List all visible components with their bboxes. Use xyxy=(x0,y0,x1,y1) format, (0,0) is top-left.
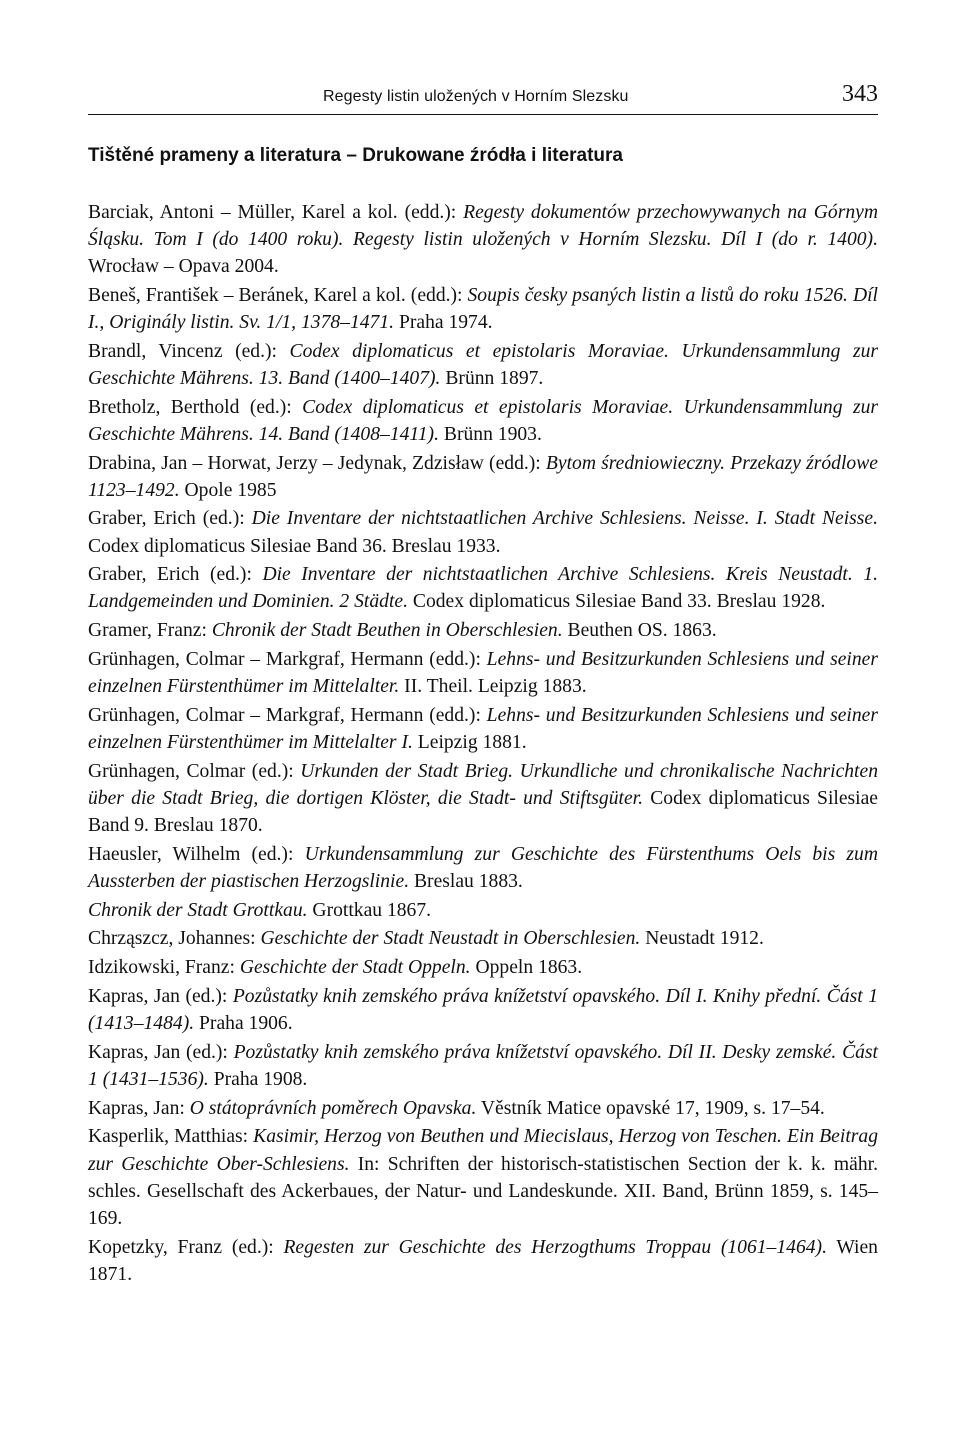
bibliography-entry xyxy=(88,758,878,839)
entry-text: Beuthen OS. 1863. xyxy=(562,620,717,642)
entry-title: Codex diplomaticus et epistolaris Moraviae. Urkundensammlung zur Geschichte Mährens. 14. Band (1408–1411). xyxy=(88,396,878,445)
bibliography-entry xyxy=(88,1234,878,1288)
entry-text: Graber, Erich (ed.): xyxy=(88,508,252,530)
entry-title: Bytom średniowieczny. Przekazy źródlowe 1123–1492. xyxy=(88,452,878,501)
entry-text: Codex diplomaticus Silesiae Band 9. Breslau 1870. xyxy=(88,787,878,836)
bibliography-entry xyxy=(88,450,878,504)
entry-text: In: Schriften der historisch-statistischen Section der k. k. mähr. schles. Gesellschaft des Ackerbaues, der Natur- und Landeskunde. XII. Band, Brünn 1859, s. 145–169. xyxy=(88,1153,878,1229)
entry-title: Regesten zur Geschichte des Herzogthums Troppau (1061–1464). xyxy=(283,1236,827,1258)
entry-title: Pozůstatky knih zemského práva knížetství opavského. Díl II. Desky zemské. Část 1 (1431–1536). xyxy=(88,1041,878,1090)
entry-title: Geschichte der Stadt Neustadt in Oberschlesien. xyxy=(260,928,641,950)
entry-text: Neustadt 1912. xyxy=(640,928,764,950)
entry-text: Bretholz, Berthold (ed.): xyxy=(88,396,303,418)
bibliography-entry xyxy=(88,282,878,336)
bibliography-entry xyxy=(88,505,878,559)
section-heading: Tištěné prameny a literatura – Drukowane źródła i literatura xyxy=(88,145,623,166)
entry-text: Haeusler, Wilhelm (ed.): xyxy=(88,843,305,865)
entry-title: Chronik der Stadt Beuthen in Oberschlesien. xyxy=(211,620,563,642)
entry-title: Urkunden der Stadt Brieg. Urkundliche und chronikalische Nachrichten über die Stadt Brieg, die dortigen Klöster, die Stadt- und Stiftsgüter. xyxy=(88,760,878,809)
entry-title: Codex diplomaticus et epistolaris Moraviae. Urkundensammlung zur Geschichte Mährens. 13. Band (1400–1407). xyxy=(88,340,878,389)
bibliography-entry xyxy=(88,199,878,280)
running-title: Regesty listin uložených v Horním Slezsku xyxy=(323,88,629,105)
entry-text: Kapras, Jan (ed.): xyxy=(88,985,233,1007)
bibliography-entry xyxy=(88,1123,878,1231)
entry-title: Regesty dokumentów przechowywanych na Górnym Śląsku. Tom I (do 1400 roku). Regesty listin uložených v Horním Slezsku. Díl I (do r. 1400). xyxy=(88,202,878,251)
bibliography-entry xyxy=(88,617,878,644)
entry-title: Soupis česky psaných listin a listů do roku 1526. Díl I., Originály listin. Sv. 1/1, 1378–1471. xyxy=(88,284,878,334)
entry-text: Breslau 1883. xyxy=(409,870,523,892)
entry-text: Leipzig 1881. xyxy=(412,731,527,753)
entry-text: Brünn 1903. xyxy=(438,423,542,445)
bibliography-entry xyxy=(88,702,878,756)
entry-title: Chronik der Stadt Grottkau. xyxy=(88,899,308,921)
entry-text: Brandl, Vincenz (ed.): xyxy=(88,340,290,362)
entry-text: Wrocław – Opava 2004. xyxy=(88,256,279,278)
entry-text: Praha 1908. xyxy=(208,1068,308,1090)
page-header xyxy=(88,80,878,115)
bibliography-entry xyxy=(88,394,878,448)
bibliography-entry xyxy=(88,897,878,924)
entry-title: Lehns- und Besitzurkunden Schlesiens und seiner einzelnen Fürstenthümer im Mittelalter I. xyxy=(88,704,878,753)
entry-title: Lehns- und Besitzurkunden Schlesiens und seiner einzelnen Fürstenthümer im Mittelalter. xyxy=(88,649,878,698)
entry-text: Brünn 1897. xyxy=(440,367,544,389)
entry-text: Idzikowski, Franz: xyxy=(88,957,240,979)
entry-text: Grünhagen, Colmar – Markgraf, Hermann (edd.): xyxy=(88,649,487,670)
entry-title: Die Inventare der nichtstaatlichen Archive Schlesiens. Kreis Neustadt. 1. Landgemeinden und Dominien. 2 Städte. xyxy=(88,564,878,613)
entry-text: Praha 1974. xyxy=(394,312,493,334)
entry-title: Pozůstatky knih zemského práva knížetství opavského. Díl I. Knihy přední. Část 1 (1413–1484). xyxy=(88,985,878,1035)
entry-text: Praha 1906. xyxy=(194,1013,293,1035)
bibliography-entry xyxy=(88,1095,878,1122)
entry-text: Gramer, Franz: xyxy=(88,620,212,642)
entry-text: Drabina, Jan – Horwat, Jerzy – Jedynak, Zdzisław (edd.): xyxy=(88,452,546,474)
bibliography-list xyxy=(88,199,878,1289)
bibliography-entry xyxy=(88,338,878,392)
entry-text: Grottkau 1867. xyxy=(307,899,432,921)
entry-text: Oppeln 1863. xyxy=(470,957,583,979)
entry-text: II. Theil. Leipzig 1883. xyxy=(399,676,587,698)
entry-text: Barciak, Antoni – Müller, Karel a kol. (edd.): xyxy=(88,202,464,223)
bibliography-entry xyxy=(88,983,878,1037)
entry-title: Die Inventare der nichtstaatlichen Archive Schlesiens. Neisse. I. Stadt Neisse. xyxy=(251,508,878,530)
entry-text: Codex diplomaticus Silesiae Band 33. Breslau 1928. xyxy=(408,591,826,613)
entry-text: Beneš, František – Beránek, Karel a kol. (edd.): xyxy=(88,284,468,306)
bibliography-entry xyxy=(88,561,878,615)
entry-title: Kasimir, Herzog von Beuthen und Miecislaus, Herzog von Teschen. Ein Beitrag zur Geschichte Ober-Schlesiens. xyxy=(88,1126,878,1175)
entry-text: Opole 1985 xyxy=(179,479,277,501)
bibliography-entry xyxy=(88,954,878,981)
entry-text: Kapras, Jan (ed.): xyxy=(88,1041,234,1063)
bibliography-entry xyxy=(88,646,878,700)
bibliography-entry xyxy=(88,925,878,952)
entry-title: Urkundensammlung zur Geschichte des Fürstenthums Oels bis zum Aussterben der piastischen Herzogslinie. xyxy=(88,843,878,892)
bibliography-entry xyxy=(88,1039,878,1093)
page-number: 343 xyxy=(842,81,878,107)
entry-text: Kapras, Jan: xyxy=(88,1097,190,1119)
entry-text: Codex diplomaticus Silesiae Band 36. Breslau 1933. xyxy=(88,535,501,557)
entry-text: Kasperlik, Matthias: xyxy=(88,1126,254,1148)
entry-title: Geschichte der Stadt Oppeln. xyxy=(239,957,471,979)
entry-text: Grünhagen, Colmar (ed.): xyxy=(88,760,301,782)
entry-text: Graber, Erich (ed.): xyxy=(88,564,263,586)
entry-text: Věstník Matice opavské 17, 1909, s. 17–54. xyxy=(476,1097,825,1119)
entry-text: Chrząszcz, Johannes: xyxy=(88,928,261,950)
entry-text: Kopetzky, Franz (ed.): xyxy=(88,1236,284,1258)
entry-text: Grünhagen, Colmar – Markgraf, Hermann (edd.): xyxy=(88,704,487,726)
bibliography-entry xyxy=(88,841,878,895)
entry-text: Wien 1871. xyxy=(88,1236,878,1285)
entry-title: O státoprávních poměrech Opavska. xyxy=(189,1097,477,1119)
